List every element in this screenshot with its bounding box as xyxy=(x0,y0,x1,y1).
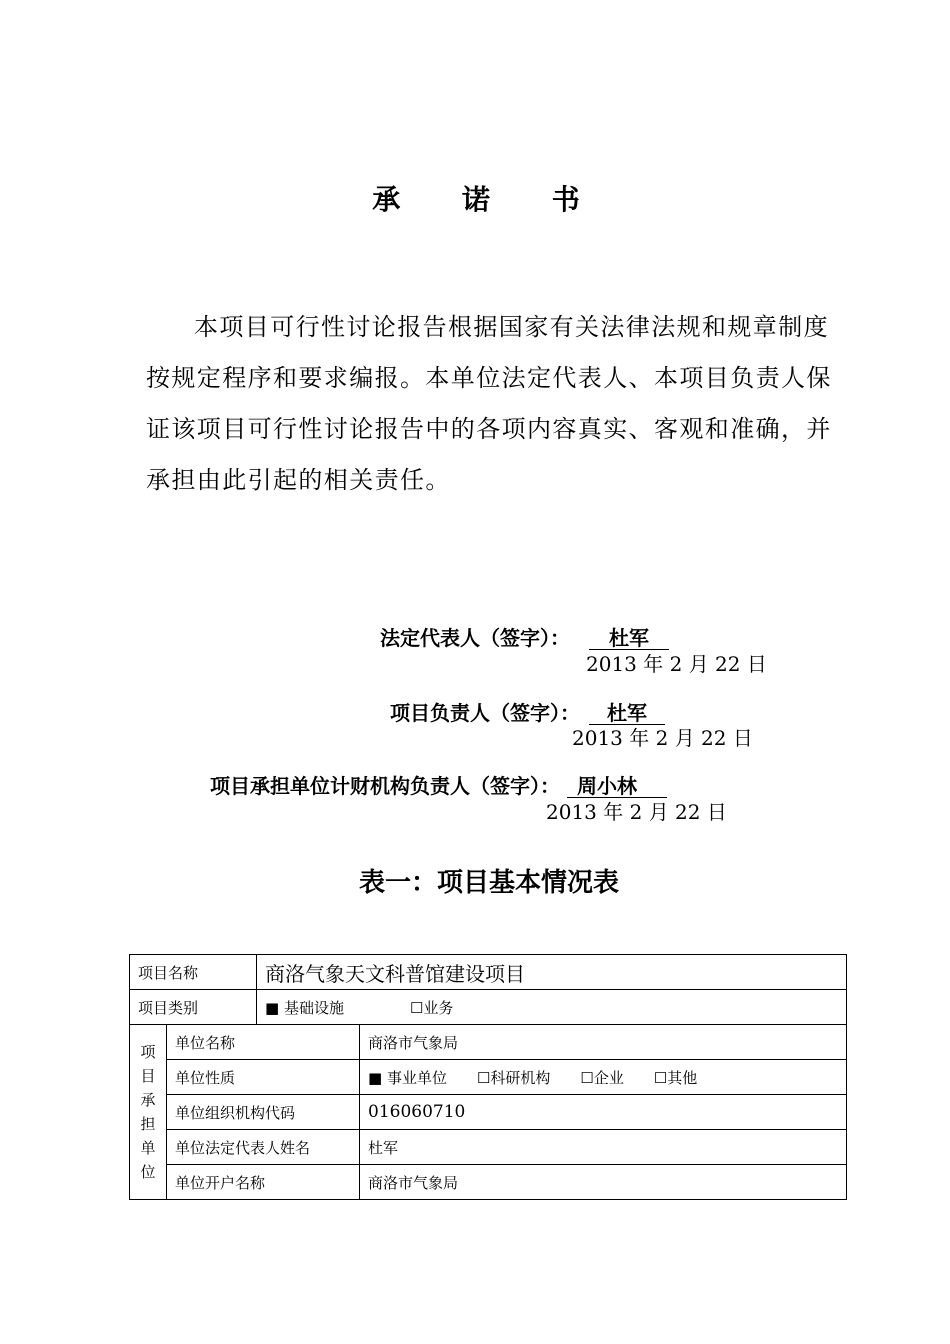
finance-lead-date: 2013 年 2 月 22 日 xyxy=(546,800,727,824)
page-title: 承 诺 书 xyxy=(372,183,606,216)
table-row xyxy=(130,955,847,990)
table-row xyxy=(130,1165,847,1200)
project-type-label: 项目类别 xyxy=(130,990,257,1025)
group-char: 位 xyxy=(140,1163,156,1181)
legal-rep-date: 2013 年 2 月 22 日 xyxy=(586,652,767,676)
group-char: 目 xyxy=(140,1067,156,1085)
group-char: 单 xyxy=(140,1139,156,1157)
account-name-label: 单位开户名称 xyxy=(167,1165,360,1200)
project-lead-name: 杜军 xyxy=(589,702,665,725)
project-type-option-infrastructure: ■ 基础设施 xyxy=(265,998,344,1017)
project-type-option-business: ☐业务 xyxy=(409,998,454,1017)
table-row xyxy=(130,990,847,1025)
legal-rep-signature xyxy=(380,622,669,651)
project-type-options xyxy=(257,990,847,1025)
finance-lead-label: 项目承担单位计财机构负责人（签字）： xyxy=(210,774,560,798)
unit-nature-option-research: ☐科研机构 xyxy=(476,1068,551,1087)
unit-name-value: 商洛市气象局 xyxy=(360,1025,847,1060)
org-code-label: 单位组织机构代码 xyxy=(167,1095,360,1130)
unit-nature-option-enterprise: ☐企业 xyxy=(580,1068,624,1087)
project-lead-label: 项目负责人（签字）： xyxy=(390,701,580,725)
org-code-value: 016060710 xyxy=(360,1095,847,1130)
unit-name-label: 单位名称 xyxy=(167,1025,360,1060)
account-name-value: 商洛市气象局 xyxy=(360,1165,847,1200)
unit-group-label xyxy=(130,1025,167,1200)
legal-rep-name-label: 单位法定代表人姓名 xyxy=(167,1130,360,1165)
project-lead-date: 2013 年 2 月 22 日 xyxy=(572,726,753,750)
project-name-value: 商洛气象天文科普馆建设项目 xyxy=(257,955,847,990)
unit-nature-options xyxy=(360,1060,847,1095)
project-info-table xyxy=(129,954,847,1200)
legal-rep-name: 杜军 xyxy=(589,627,669,650)
table-row xyxy=(130,1025,847,1060)
finance-lead-name: 周小林 xyxy=(567,775,667,798)
group-char: 项 xyxy=(140,1043,156,1061)
finance-lead-signature xyxy=(210,770,667,799)
table-title: 表一：项目基本情况表 xyxy=(358,868,619,898)
table-row xyxy=(130,1095,847,1130)
legal-rep-name-value: 杜军 xyxy=(360,1130,847,1165)
unit-nature-label: 单位性质 xyxy=(167,1060,360,1095)
group-char: 担 xyxy=(140,1115,156,1133)
legal-rep-label: 法定代表人（签字）： xyxy=(380,626,570,650)
unit-nature-option-other: ☐其他 xyxy=(653,1068,698,1087)
commitment-paragraph: 本项目可行性讨论报告根据国家有关法律法规和规章制度按规定程序和要求编报。本单位法定代表人、本项目负责人保证该项目可行性讨论报告中的各项内容真实、客观和准确，并承担由此引起的相关责任。 xyxy=(146,313,832,494)
project-name-label: 项目名称 xyxy=(130,955,257,990)
table-row xyxy=(130,1130,847,1165)
unit-nature-option-public: ■ 事业单位 xyxy=(368,1068,447,1087)
group-char: 承 xyxy=(140,1091,156,1109)
table-row xyxy=(130,1060,847,1095)
